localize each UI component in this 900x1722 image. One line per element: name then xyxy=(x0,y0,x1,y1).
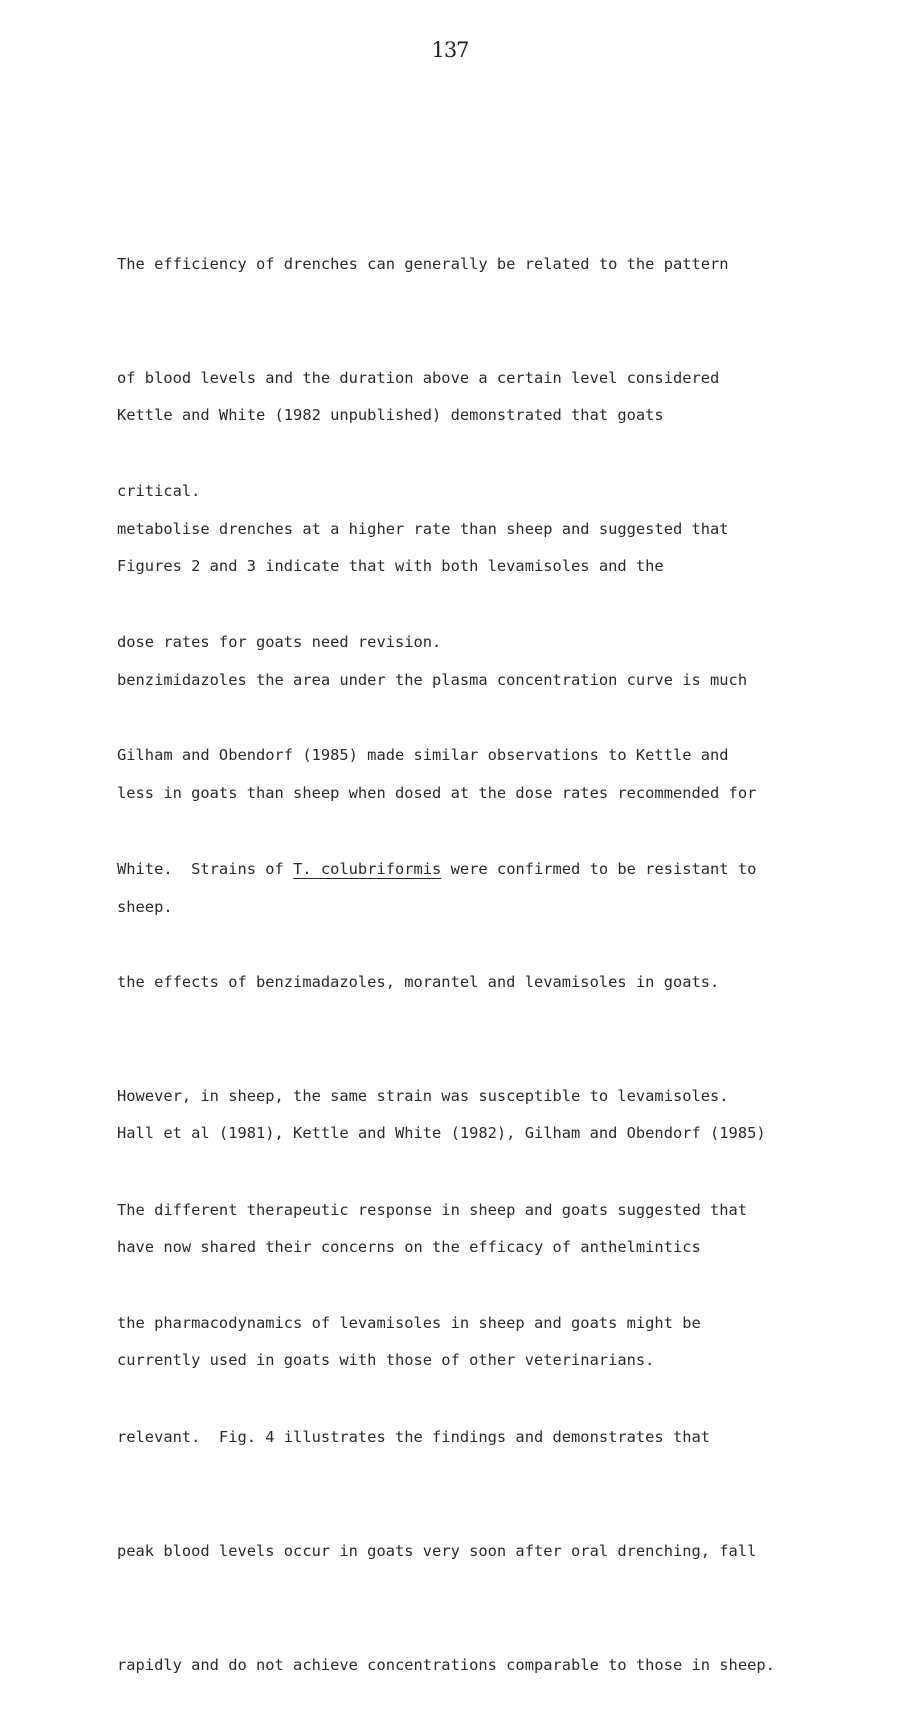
text-line: The different therapeutic response in sheep and goats suggested that xyxy=(117,1200,748,1219)
text-line: the effects of benzimadazoles, morantel and levamisoles in goats. xyxy=(117,973,720,992)
text-line: have now shared their concerns on the efficacy of anthelmintics xyxy=(117,1237,701,1256)
text-line: the pharmacodynamics of levamisoles in sheep and goats might be xyxy=(117,1314,701,1333)
text-line: less in goats than sheep when dosed at the dose rates recommended for xyxy=(117,784,757,803)
text-line: Gilham and Obendorf (1985) made similar observations to Kettle and xyxy=(117,745,729,764)
text-line: rapidly and do not achieve concentrations comparable to those in sheep. xyxy=(117,1655,775,1674)
text-line: However, in sheep, the same strain was susceptible to levamisoles. xyxy=(117,1086,729,1105)
paragraph-shared-concerns xyxy=(117,1039,766,1418)
text-line: Figures 2 and 3 indicate that with both levamisoles and the xyxy=(117,556,664,575)
text-line: Hall et al (1981), Kettle and White (1982), Gilham and Obendorf (1985) xyxy=(117,1123,766,1142)
text-segment: were confirmed to be resistant to xyxy=(441,859,757,878)
text-line: critical. xyxy=(117,482,201,501)
text-line: Kettle and White (1982 unpublished) demonstrated that goats xyxy=(117,405,664,424)
page-number: 137 xyxy=(431,38,469,62)
text-line: currently used in goats with those of other veterinarians. xyxy=(117,1351,655,1370)
text-line: metabolise drenches at a higher rate than sheep and suggested that xyxy=(117,519,729,538)
text-line xyxy=(117,851,775,889)
text-line: relevant. Fig. 4 illustrates the findings and demonstrates that xyxy=(117,1428,711,1447)
text-line: peak blood levels occur in goats very soon after oral drenching, fall xyxy=(117,1541,757,1560)
text-line: benzimidazoles the area under the plasma concentration curve is much xyxy=(117,670,748,689)
text-line: The efficiency of drenches can generally be related to the pattern xyxy=(117,254,729,273)
text-line: dose rates for goats need revision. xyxy=(117,633,442,652)
text-segment: White. Strains of xyxy=(117,859,294,878)
text-line: of blood levels and the duration above a certain level considered xyxy=(117,368,720,387)
text-line: sheep. xyxy=(117,897,173,916)
species-name: T. colubriformis xyxy=(293,859,442,878)
